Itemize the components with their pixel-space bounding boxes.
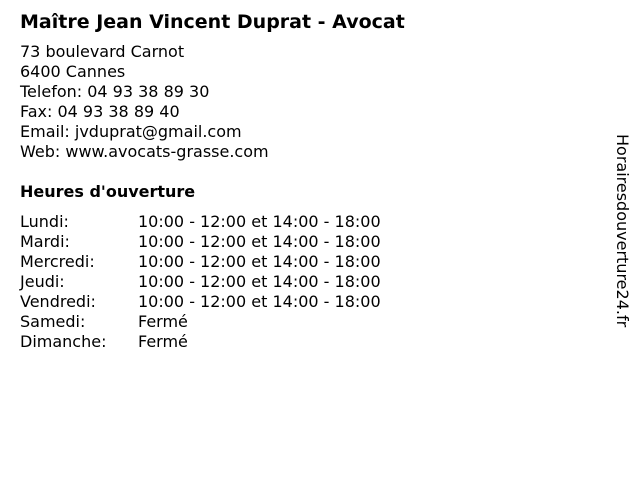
business-title: Maître Jean Vincent Duprat - Avocat [20, 11, 405, 33]
email-line: Email: jvduprat@gmail.com [20, 122, 242, 141]
site-watermark: Horairesdouverture24.fr [613, 134, 632, 328]
hours-heading: Heures d'ouverture [20, 182, 196, 201]
hours-time: Fermé [138, 312, 188, 331]
hours-row-friday [20, 292, 590, 312]
business-card [20, 10, 590, 352]
web-line: Web: www.avocats-grasse.com [20, 142, 269, 161]
hours-day: Dimanche: [20, 332, 107, 351]
hours-time: Fermé [138, 332, 188, 351]
hours-day: Vendredi: [20, 292, 96, 311]
hours-row-monday [20, 212, 590, 232]
address-city: 6400 Cannes [20, 62, 126, 81]
hours-day: Samedi: [20, 312, 86, 331]
address-street: 73 boulevard Carnot [20, 42, 185, 61]
hours-time: 10:00 - 12:00 et 14:00 - 18:00 [138, 292, 381, 311]
fax-line: Fax: 04 93 38 89 40 [20, 102, 180, 121]
hours-row-tuesday [20, 232, 590, 252]
hours-row-thursday [20, 272, 590, 292]
hours-day: Mercredi: [20, 252, 95, 271]
hours-row-wednesday [20, 252, 590, 272]
hours-row-saturday [20, 312, 590, 332]
phone-line: Telefon: 04 93 38 89 30 [20, 82, 210, 101]
hours-day: Mardi: [20, 232, 70, 251]
hours-row-sunday [20, 332, 590, 352]
hours-day: Lundi: [20, 212, 69, 231]
hours-table [20, 212, 590, 352]
contact-block [20, 42, 590, 162]
hours-time: 10:00 - 12:00 et 14:00 - 18:00 [138, 232, 381, 251]
hours-time: 10:00 - 12:00 et 14:00 - 18:00 [138, 212, 381, 231]
hours-time: 10:00 - 12:00 et 14:00 - 18:00 [138, 272, 381, 291]
hours-time: 10:00 - 12:00 et 14:00 - 18:00 [138, 252, 381, 271]
hours-day: Jeudi: [20, 272, 65, 291]
